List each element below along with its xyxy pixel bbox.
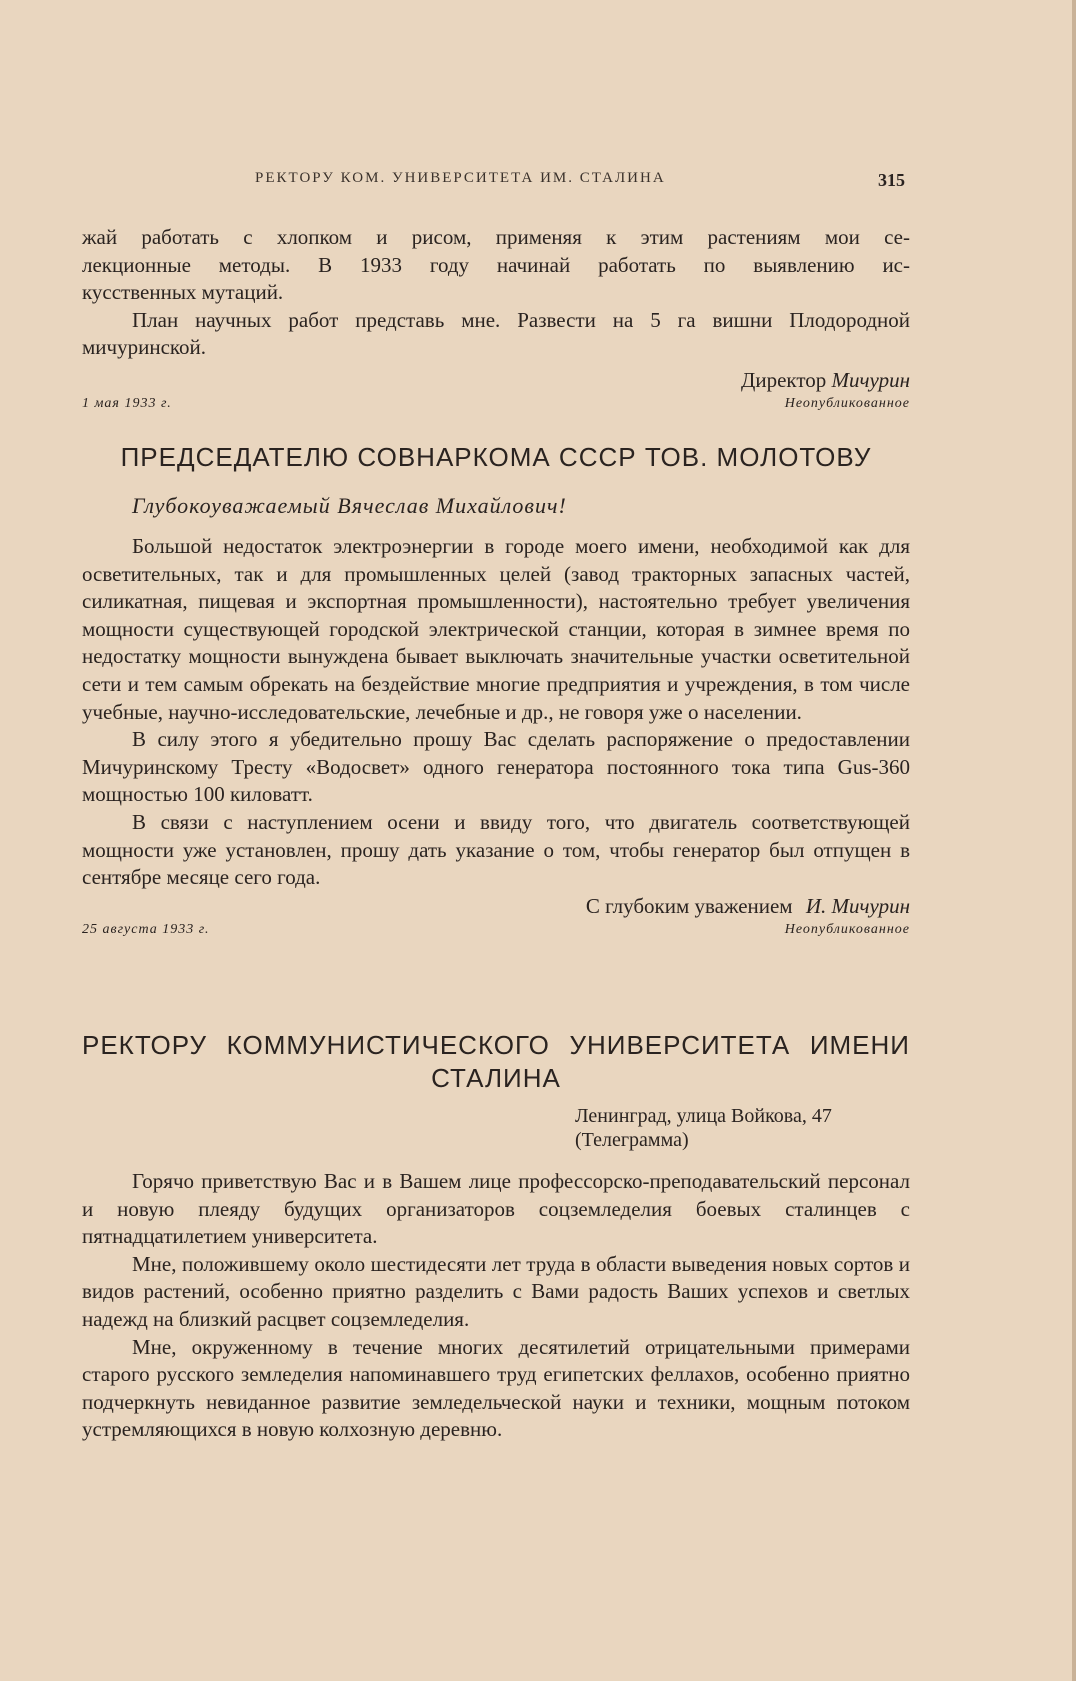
- letter1-line-3: кусственных мутаций.: [82, 280, 284, 305]
- letter1-paragraph-2: План научных работ представь мне. Развести на 5 га вишни Плодородной мичуринской.: [82, 307, 910, 360]
- letter2: [82, 442, 910, 938]
- page-edge: [1072, 0, 1076, 1681]
- letter2-paragraph-2: В силу этого я убедительно прошу Вас сделать распоряжение о предоставлении Мичуринскому Тресту «Водосвет» одного генератора постоянного тока типа Gus-360 мощностью 100 киловатт.: [82, 727, 910, 807]
- letter2-paragraph-3: В связи с наступлением осени и ввиду того, что двигатель соответствующей мощности уже установлен, прошу дать указание о том, чтобы генератор был отпущен в сентябре месяце сего года.: [82, 809, 910, 890]
- letter3-heading-line-1: РЕКТОРУ КОММУНИСТИЧЕСКОГО УНИВЕРСИТЕТА ИМЕНИ: [82, 1030, 910, 1060]
- letter2-heading: ПРЕДСЕДАТЕЛЮ СОВНАРКОМА СССР ТОВ. МОЛОТОВУ: [120, 442, 872, 472]
- letter2-note: Неопубликованное: [784, 921, 910, 937]
- letter3-paragraph-3: Мне, окруженному в течение многих десятилетий отрицательными примерами старого русского земледелия напоминавшего труд египетских феллахов, особенно приятно подчеркнуть невиданное развитие земледельческой науки и техники, мощным потоком устремляющихся в новую колхозную деревню.: [82, 1334, 910, 1442]
- letter1-date: 1 мая 1933 г.: [82, 395, 172, 411]
- page-number: 315: [878, 170, 905, 190]
- letter2-paragraph-1: Большой недостаток электроэнергии в городе моего имени, необходимой как для осветительных, так и для промышленных целей (завод тракторных запасных частей, силикатная, пищевая и экспортная промышленности), настоятельно требует увеличения мощности существующей городской электрической станции, которая в зимнее время по недостатку мощности вынуждена бывает выключать значительные участки осветительной сети и тем самым обрекать на бездействие многие предприятия и учреждения, в том числе учебные, научно-исследовательские, лечебные и др., не говоря уже о населении.: [82, 534, 910, 724]
- letter1-note: Неопубликованное: [784, 395, 910, 411]
- letter3-address: Ленинград, улица Войкова, 47: [575, 1105, 832, 1127]
- letter3-heading-line-2: СТАЛИНА: [431, 1063, 561, 1093]
- running-title: РЕКТОРУ КОМ. УНИВЕРСИТЕТА ИМ. СТАЛИНА: [255, 170, 666, 186]
- letter2-closing: С глубоким уважением: [585, 893, 793, 918]
- letter2-dateline: [82, 922, 910, 938]
- letter1-body: [82, 224, 910, 412]
- signature-role: Директор: [741, 367, 827, 392]
- letter2-greeting: Глубокоуважаемый Вячеслав Михайлович!: [132, 493, 567, 518]
- signature-name: Мичурин: [831, 367, 910, 392]
- letter1-line-2: лекционные методы. В 1933 году начинай работать по выявлению ис-: [82, 252, 910, 277]
- letter3-paragraph-2: Мне, положившему около шестидесяти лет труда в области выведения новых сортов и видов растений, особенно приятно разделить с Вами радость Ваших успехов и светлых надежд на близкий расцвет соцземледелия.: [82, 1251, 910, 1331]
- letter3-paragraph-1: Горячо приветствую Вас и в Вашем лице профессорско-преподавательский персонал и новую плеяду будущих организаторов соцземледелия боевых сталинцев с пятнадцатилетием университета.: [82, 1169, 910, 1249]
- letter2-date: 25 августа 1933 г.: [82, 921, 210, 937]
- letter2-signature: [82, 892, 910, 920]
- letter1-line-1: жай работать с хлопком и рисом, применяя к этим растениям мои се-: [82, 225, 910, 249]
- letter1-signature: [82, 366, 910, 394]
- letter3-telegram-label: (Телеграмма): [575, 1129, 689, 1151]
- letter3: [82, 1030, 910, 1444]
- letter1-dateline: [82, 396, 910, 412]
- letter2-signature-name: И. Мичурин: [805, 893, 910, 918]
